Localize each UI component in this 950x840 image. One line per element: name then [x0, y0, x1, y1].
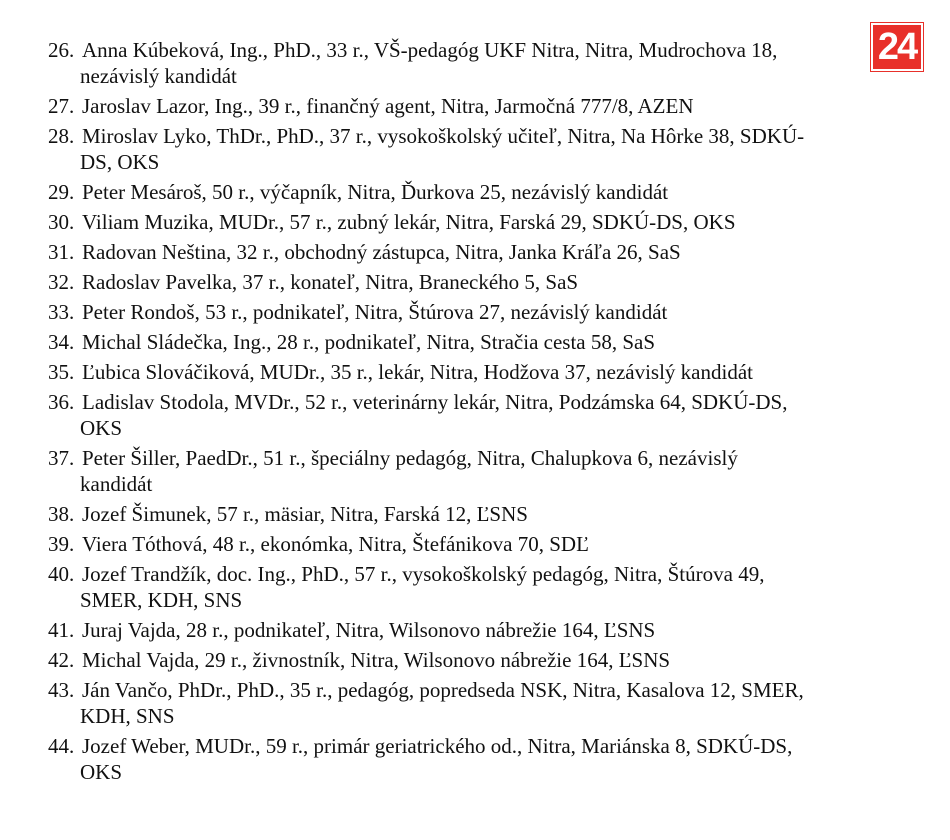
item-text: Peter Rondoš, 53 r., podnikateľ, Nitra, Štúrova 27, nezávislý kandidát [82, 300, 668, 324]
item-text: Anna Kúbeková, Ing., PhD., 33 r., VŠ-pedagóg UKF Nitra, Nitra, Mudrochova 18, [82, 38, 778, 62]
item-number: 30. [48, 210, 75, 234]
item-number: 27. [48, 94, 75, 118]
item-number: 40. [48, 562, 75, 586]
item-number: 34. [48, 330, 75, 354]
item-text-continued: SMER, KDH, SNS [80, 588, 243, 612]
item-number: 44. [48, 734, 75, 758]
item-number: 26. [48, 38, 75, 62]
item-text: Jozef Šimunek, 57 r., mäsiar, Nitra, Farská 12, ĽSNS [82, 502, 528, 526]
item-text-continued: kandidát [80, 472, 153, 496]
item-number: 38. [48, 502, 75, 526]
item-text-continued: KDH, SNS [80, 704, 175, 728]
item-number: 35. [48, 360, 75, 384]
item-text: Radoslav Pavelka, 37 r., konateľ, Nitra, Braneckého 5, SaS [82, 270, 579, 294]
item-number: 32. [48, 270, 75, 294]
item-text: Viera Tóthová, 48 r., ekonómka, Nitra, Štefánikova 70, SDĽ [82, 532, 589, 556]
portal-logo: 24 [871, 23, 923, 71]
item-text: Miroslav Lyko, ThDr., PhD., 37 r., vysokoškolský učiteľ, Nitra, Na Hôrke 38, SDKÚ- [82, 124, 805, 148]
item-text-continued: nezávislý kandidát [80, 64, 237, 88]
item-number: 33. [48, 300, 75, 324]
item-text: Juraj Vajda, 28 r., podnikateľ, Nitra, Wilsonovo nábrežie 164, ĽSNS [82, 618, 656, 642]
item-text: Ladislav Stodola, MVDr., 52 r., veterinárny lekár, Nitra, Podzámska 64, SDKÚ-DS, [82, 390, 788, 414]
item-number: 37. [48, 446, 75, 470]
item-number: 31. [48, 240, 75, 264]
item-text: Jozef Trandžík, doc. Ing., PhD., 57 r., vysokoškolský pedagóg, Nitra, Štúrova 49, [82, 562, 765, 586]
item-text-continued: OKS [80, 760, 123, 784]
item-number: 39. [48, 532, 75, 556]
item-text: Peter Mesároš, 50 r., výčapník, Nitra, Ďurkova 25, nezávislý kandidát [82, 180, 669, 204]
item-number: 28. [48, 124, 75, 148]
item-text: Radovan Neština, 32 r., obchodný zástupca, Nitra, Janka Kráľa 26, SaS [82, 240, 681, 264]
item-number: 29. [48, 180, 75, 204]
item-text: Michal Vajda, 29 r., živnostník, Nitra, Wilsonovo nábrežie 164, ĽSNS [82, 648, 671, 672]
item-number: 42. [48, 648, 75, 672]
item-text: Peter Šiller, PaedDr., 51 r., špeciálny pedagóg, Nitra, Chalupkova 6, nezávislý [82, 446, 738, 470]
item-number: 36. [48, 390, 75, 414]
item-text: Ľubica Slováčiková, MUDr., 35 r., lekár, Nitra, Hodžova 37, nezávislý kandidát [82, 360, 753, 384]
item-text: Jaroslav Lazor, Ing., 39 r., finančný agent, Nitra, Jarmočná 777/8, AZEN [82, 94, 694, 118]
item-text-continued: OKS [80, 416, 123, 440]
item-text-continued: DS, OKS [80, 150, 160, 174]
item-text: Jozef Weber, MUDr., 59 r., primár geriatrického od., Nitra, Mariánska 8, SDKÚ-DS, [82, 734, 793, 758]
item-text: Viliam Muzika, MUDr., 57 r., zubný lekár, Nitra, Farská 29, SDKÚ-DS, OKS [82, 210, 736, 234]
item-number: 43. [48, 678, 75, 702]
item-text: Ján Vančo, PhDr., PhD., 35 r., pedagóg, popredseda NSK, Nitra, Kasalova 12, SMER, [82, 678, 804, 702]
item-number: 41. [48, 618, 75, 642]
item-text: Michal Sládečka, Ing., 28 r., podnikateľ, Nitra, Stračia cesta 58, SaS [82, 330, 656, 354]
